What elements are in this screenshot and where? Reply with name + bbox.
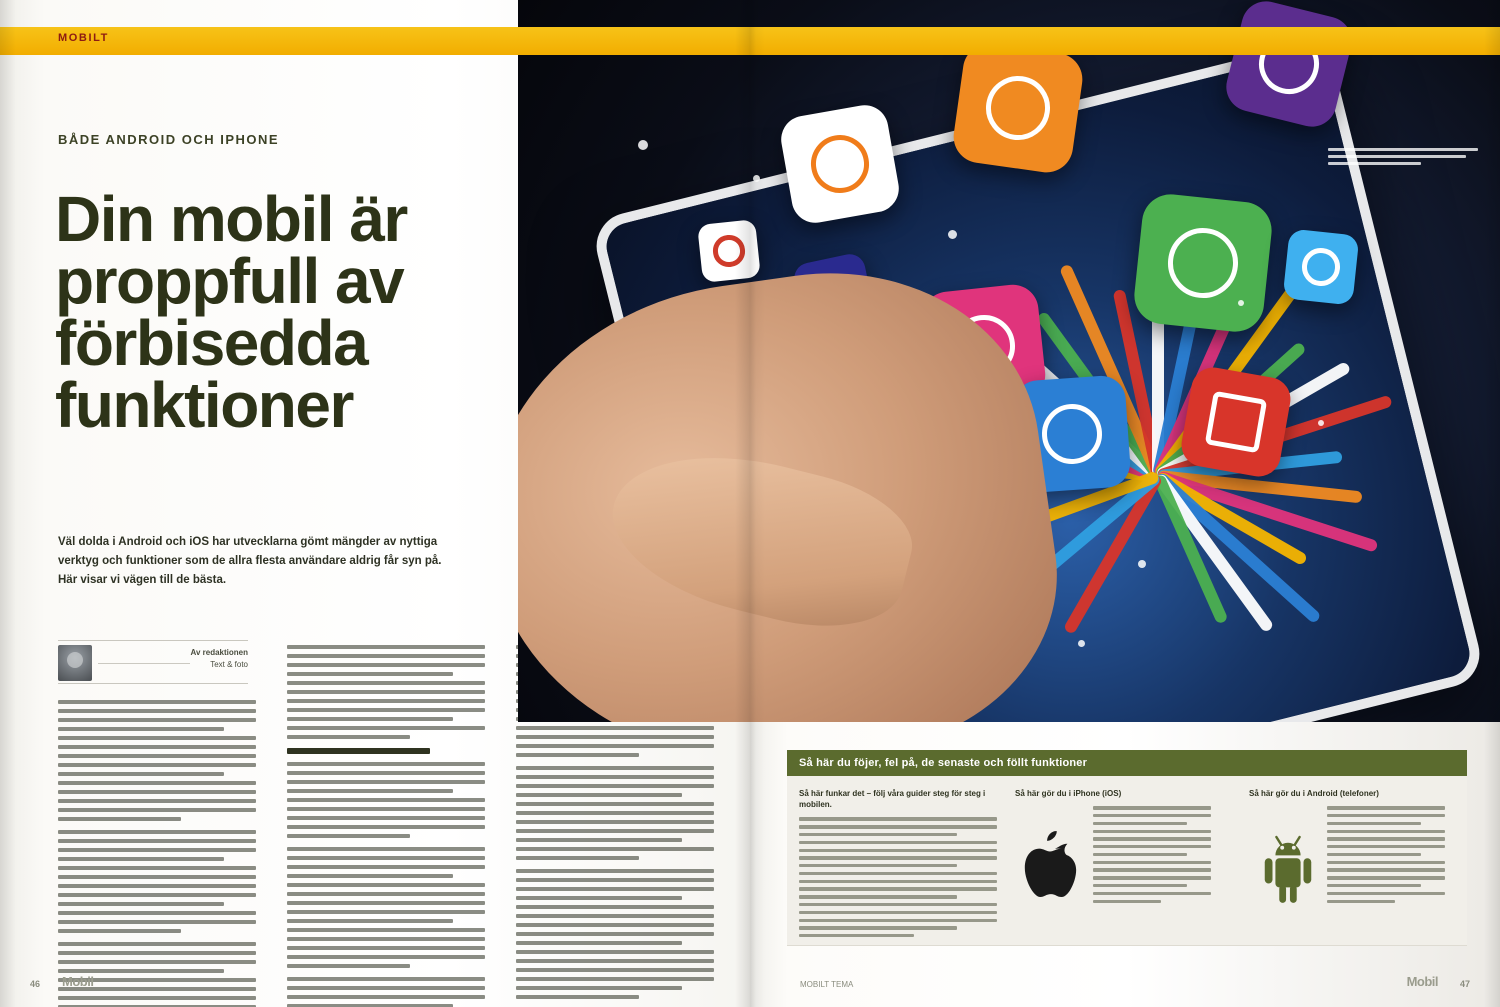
- text-line: [58, 884, 256, 888]
- text-line: [58, 857, 224, 861]
- text-line: [58, 817, 181, 821]
- wallet-icon: [950, 40, 1086, 176]
- byline-role: Text & foto: [210, 660, 248, 669]
- text-line: [516, 744, 714, 748]
- sparkle-dot: [1078, 640, 1085, 647]
- text-line: [287, 645, 485, 649]
- settings-gear-icon: [1132, 192, 1275, 335]
- body-column: [287, 645, 485, 1007]
- text-line: [287, 910, 485, 914]
- section-tag: MOBILT: [58, 32, 109, 44]
- page-title: Din mobil är proppfull av förbisedda funktioner: [55, 183, 407, 442]
- text-line: [799, 864, 957, 867]
- text-line: [58, 700, 256, 704]
- byline: [58, 640, 248, 684]
- text-line: [516, 869, 714, 873]
- text-line: [287, 946, 485, 950]
- text-line: [58, 718, 256, 722]
- compass-icon-glyph: [806, 130, 874, 198]
- page-number-left: 46: [30, 979, 41, 989]
- text-line: [516, 856, 639, 860]
- text-line: [516, 914, 714, 918]
- text-line: [1327, 892, 1445, 895]
- body-paragraph: [287, 762, 485, 838]
- body-paragraph: [287, 645, 485, 739]
- page-number-right: 47: [1459, 979, 1470, 989]
- text-line: [516, 977, 714, 981]
- text-line: [516, 784, 714, 788]
- text-line: [799, 856, 997, 859]
- text-line: [516, 968, 714, 972]
- text-line: [799, 895, 957, 898]
- text-line: [1093, 900, 1161, 903]
- text-line: [516, 802, 714, 806]
- text-line: [287, 919, 453, 923]
- text-line: [799, 903, 997, 906]
- text-line: [516, 896, 682, 900]
- text-line: [58, 866, 256, 870]
- text-line: [516, 820, 714, 824]
- text-line: [58, 736, 256, 740]
- text-line: [1327, 837, 1445, 840]
- text-line: [287, 771, 485, 775]
- fact-box-column: [799, 788, 997, 942]
- grid-icon-glyph: [1205, 391, 1268, 454]
- text-line: [287, 892, 485, 896]
- text-line: [58, 790, 256, 794]
- text-line: [58, 799, 256, 803]
- text-line: [287, 807, 485, 811]
- avatar: [58, 645, 92, 681]
- text-line: [287, 690, 485, 694]
- text-line: [58, 781, 256, 785]
- text-line: [516, 932, 714, 936]
- text-line: [58, 911, 256, 915]
- text-line: [1093, 892, 1211, 895]
- text-line: [799, 919, 997, 922]
- text-line: [58, 996, 256, 1000]
- text-line: [799, 833, 957, 836]
- text-line: [1327, 900, 1395, 903]
- caption-line: [1328, 155, 1466, 158]
- body-paragraph: [287, 847, 485, 968]
- text-line: [1327, 861, 1445, 864]
- sync-icon-glyph: [1040, 402, 1105, 467]
- text-line: [1093, 861, 1211, 864]
- text-line: [799, 817, 997, 820]
- text-line: [58, 929, 181, 933]
- text-line: [1093, 830, 1211, 833]
- caption-line: [1328, 148, 1478, 151]
- text-line: [1327, 822, 1421, 825]
- text-line: [58, 745, 256, 749]
- text-line: [799, 934, 914, 937]
- text-line: [58, 709, 256, 713]
- body-paragraph: [287, 977, 485, 1007]
- text-line: [516, 838, 682, 842]
- body-paragraph: [516, 766, 714, 860]
- text-line: [287, 883, 485, 887]
- text-line: [58, 808, 256, 812]
- caption-line: [1328, 162, 1421, 165]
- text-line: [1093, 845, 1211, 848]
- body-paragraph: [516, 869, 714, 999]
- fact-box-text: [799, 817, 997, 937]
- body-column: [58, 700, 256, 1007]
- folio-note: MOBILT TEMA: [800, 980, 854, 989]
- text-line: [58, 951, 256, 955]
- section-band: [0, 27, 1500, 55]
- text-line: [287, 995, 485, 999]
- body-paragraph: [58, 830, 256, 933]
- text-line: [516, 753, 639, 757]
- text-line: [516, 995, 639, 999]
- text-line: [516, 941, 682, 945]
- twitter-icon: [1283, 229, 1360, 306]
- record-icon: [697, 219, 761, 283]
- text-line: [58, 902, 224, 906]
- text-line: [516, 986, 682, 990]
- text-line: [287, 834, 410, 838]
- article-standfirst: Väl dolda i Android och iOS har utvecklarna gömt mängder av nyttiga verktyg och funktioner som de allra flesta användare aldrig får syn på. Här visar vi vägen till de bästa.: [58, 536, 442, 586]
- text-line: [516, 793, 682, 797]
- text-line: [799, 872, 997, 875]
- fact-box-column-title: Så här gör du i Android (telefoner): [1249, 789, 1379, 798]
- text-line: [287, 672, 453, 676]
- text-line: [516, 923, 714, 927]
- text-line: [516, 735, 714, 739]
- text-line: [799, 926, 957, 929]
- text-line: [287, 726, 485, 730]
- text-line: [287, 865, 485, 869]
- article-kicker: BÅDE ANDROID OCH IPHONE: [58, 132, 280, 147]
- text-line: [287, 937, 485, 941]
- text-line: [1093, 876, 1211, 879]
- grid-icon: [1178, 364, 1294, 480]
- text-line: [287, 901, 485, 905]
- masthead-left: Mobil: [62, 974, 94, 989]
- text-line: [58, 920, 256, 924]
- sparkle-dot: [638, 140, 648, 150]
- text-line: [58, 875, 256, 879]
- section-band-fill: [0, 27, 1500, 55]
- text-line: [287, 825, 485, 829]
- text-line: [58, 754, 256, 758]
- text-line: [516, 887, 714, 891]
- text-line: [516, 959, 714, 963]
- text-line: [1093, 868, 1211, 871]
- record-icon-glyph: [712, 234, 746, 268]
- text-line: [516, 847, 714, 851]
- text-line: [1093, 814, 1211, 817]
- text-line: [287, 654, 485, 658]
- hero-image: [518, 0, 1500, 722]
- fact-box: [787, 750, 1467, 945]
- text-line: [287, 699, 485, 703]
- apple-icon: [1019, 828, 1081, 906]
- text-line: [799, 841, 997, 844]
- text-line: [58, 942, 256, 946]
- byline-text: [191, 647, 249, 671]
- text-line: [287, 663, 485, 667]
- fact-box-header: Så här du föjer, fel på, de senaste och föllt funktioner: [787, 750, 1467, 776]
- text-line: [58, 893, 256, 897]
- thumb-illustration: [596, 429, 923, 647]
- fact-box-column-title: Så här funkar det – följ våra guider steg för steg i mobilen.: [799, 789, 986, 810]
- text-line: [799, 849, 997, 852]
- sparkle-dot: [870, 150, 876, 156]
- fact-box-column-title: Så här gör du i iPhone (iOS): [1015, 789, 1122, 798]
- text-line: [58, 969, 224, 973]
- text-line: [287, 717, 453, 721]
- settings-gear-icon-glyph: [1164, 224, 1241, 301]
- text-line: [287, 708, 485, 712]
- fact-box-text: [1093, 806, 1211, 903]
- divider: [98, 663, 190, 664]
- android-icon: [1257, 828, 1319, 906]
- text-line: [516, 775, 714, 779]
- text-line: [287, 735, 410, 739]
- text-line: [1327, 876, 1445, 879]
- sparkle-dot: [948, 230, 957, 239]
- text-line: [799, 825, 997, 828]
- text-line: [516, 878, 714, 882]
- text-line: [1327, 806, 1445, 809]
- text-line: [1093, 837, 1211, 840]
- text-line: [287, 762, 485, 766]
- text-line: [287, 856, 485, 860]
- text-line: [516, 905, 714, 909]
- sparkle-dot: [1238, 300, 1244, 306]
- text-line: [287, 798, 485, 802]
- text-line: [1093, 822, 1187, 825]
- text-line: [287, 874, 453, 878]
- text-line: [58, 763, 256, 767]
- text-line: [287, 816, 485, 820]
- text-line: [1327, 814, 1445, 817]
- text-line: [1327, 830, 1445, 833]
- wallet-icon-glyph: [981, 71, 1054, 144]
- sparkle-dot: [1318, 420, 1324, 426]
- text-line: [1093, 884, 1187, 887]
- masthead-right: Mobil: [1406, 974, 1438, 989]
- text-line: [287, 789, 453, 793]
- text-line: [287, 986, 485, 990]
- sparkle-dot: [753, 175, 760, 182]
- text-line: [58, 839, 256, 843]
- compass-icon: [777, 101, 902, 226]
- text-line: [58, 727, 224, 731]
- text-line: [287, 681, 485, 685]
- fact-box-text: [1327, 806, 1445, 903]
- text-line: [58, 848, 256, 852]
- text-line: [516, 950, 714, 954]
- hero-caption: [1328, 148, 1478, 169]
- text-line: [799, 887, 997, 890]
- text-line: [58, 772, 224, 776]
- text-line: [1327, 884, 1421, 887]
- text-line: [799, 880, 997, 883]
- sparkle-dot: [1138, 560, 1146, 568]
- text-line: [516, 726, 714, 730]
- text-line: [287, 780, 485, 784]
- body-subheading: [287, 748, 430, 754]
- text-line: [1093, 806, 1211, 809]
- text-line: [287, 955, 485, 959]
- text-line: [799, 911, 997, 914]
- text-line: [1327, 853, 1421, 856]
- text-line: [1093, 853, 1187, 856]
- text-line: [516, 766, 714, 770]
- text-line: [58, 830, 256, 834]
- twitter-icon-glyph: [1300, 246, 1342, 288]
- text-line: [287, 964, 410, 968]
- body-paragraph: [58, 700, 256, 821]
- text-line: [1327, 845, 1445, 848]
- text-line: [287, 847, 485, 851]
- text-line: [58, 960, 256, 964]
- text-line: [516, 811, 714, 815]
- text-line: [1327, 868, 1445, 871]
- text-line: [287, 928, 485, 932]
- text-line: [516, 829, 714, 833]
- byline-name: Av redaktionen: [190, 648, 248, 657]
- text-line: [287, 977, 485, 981]
